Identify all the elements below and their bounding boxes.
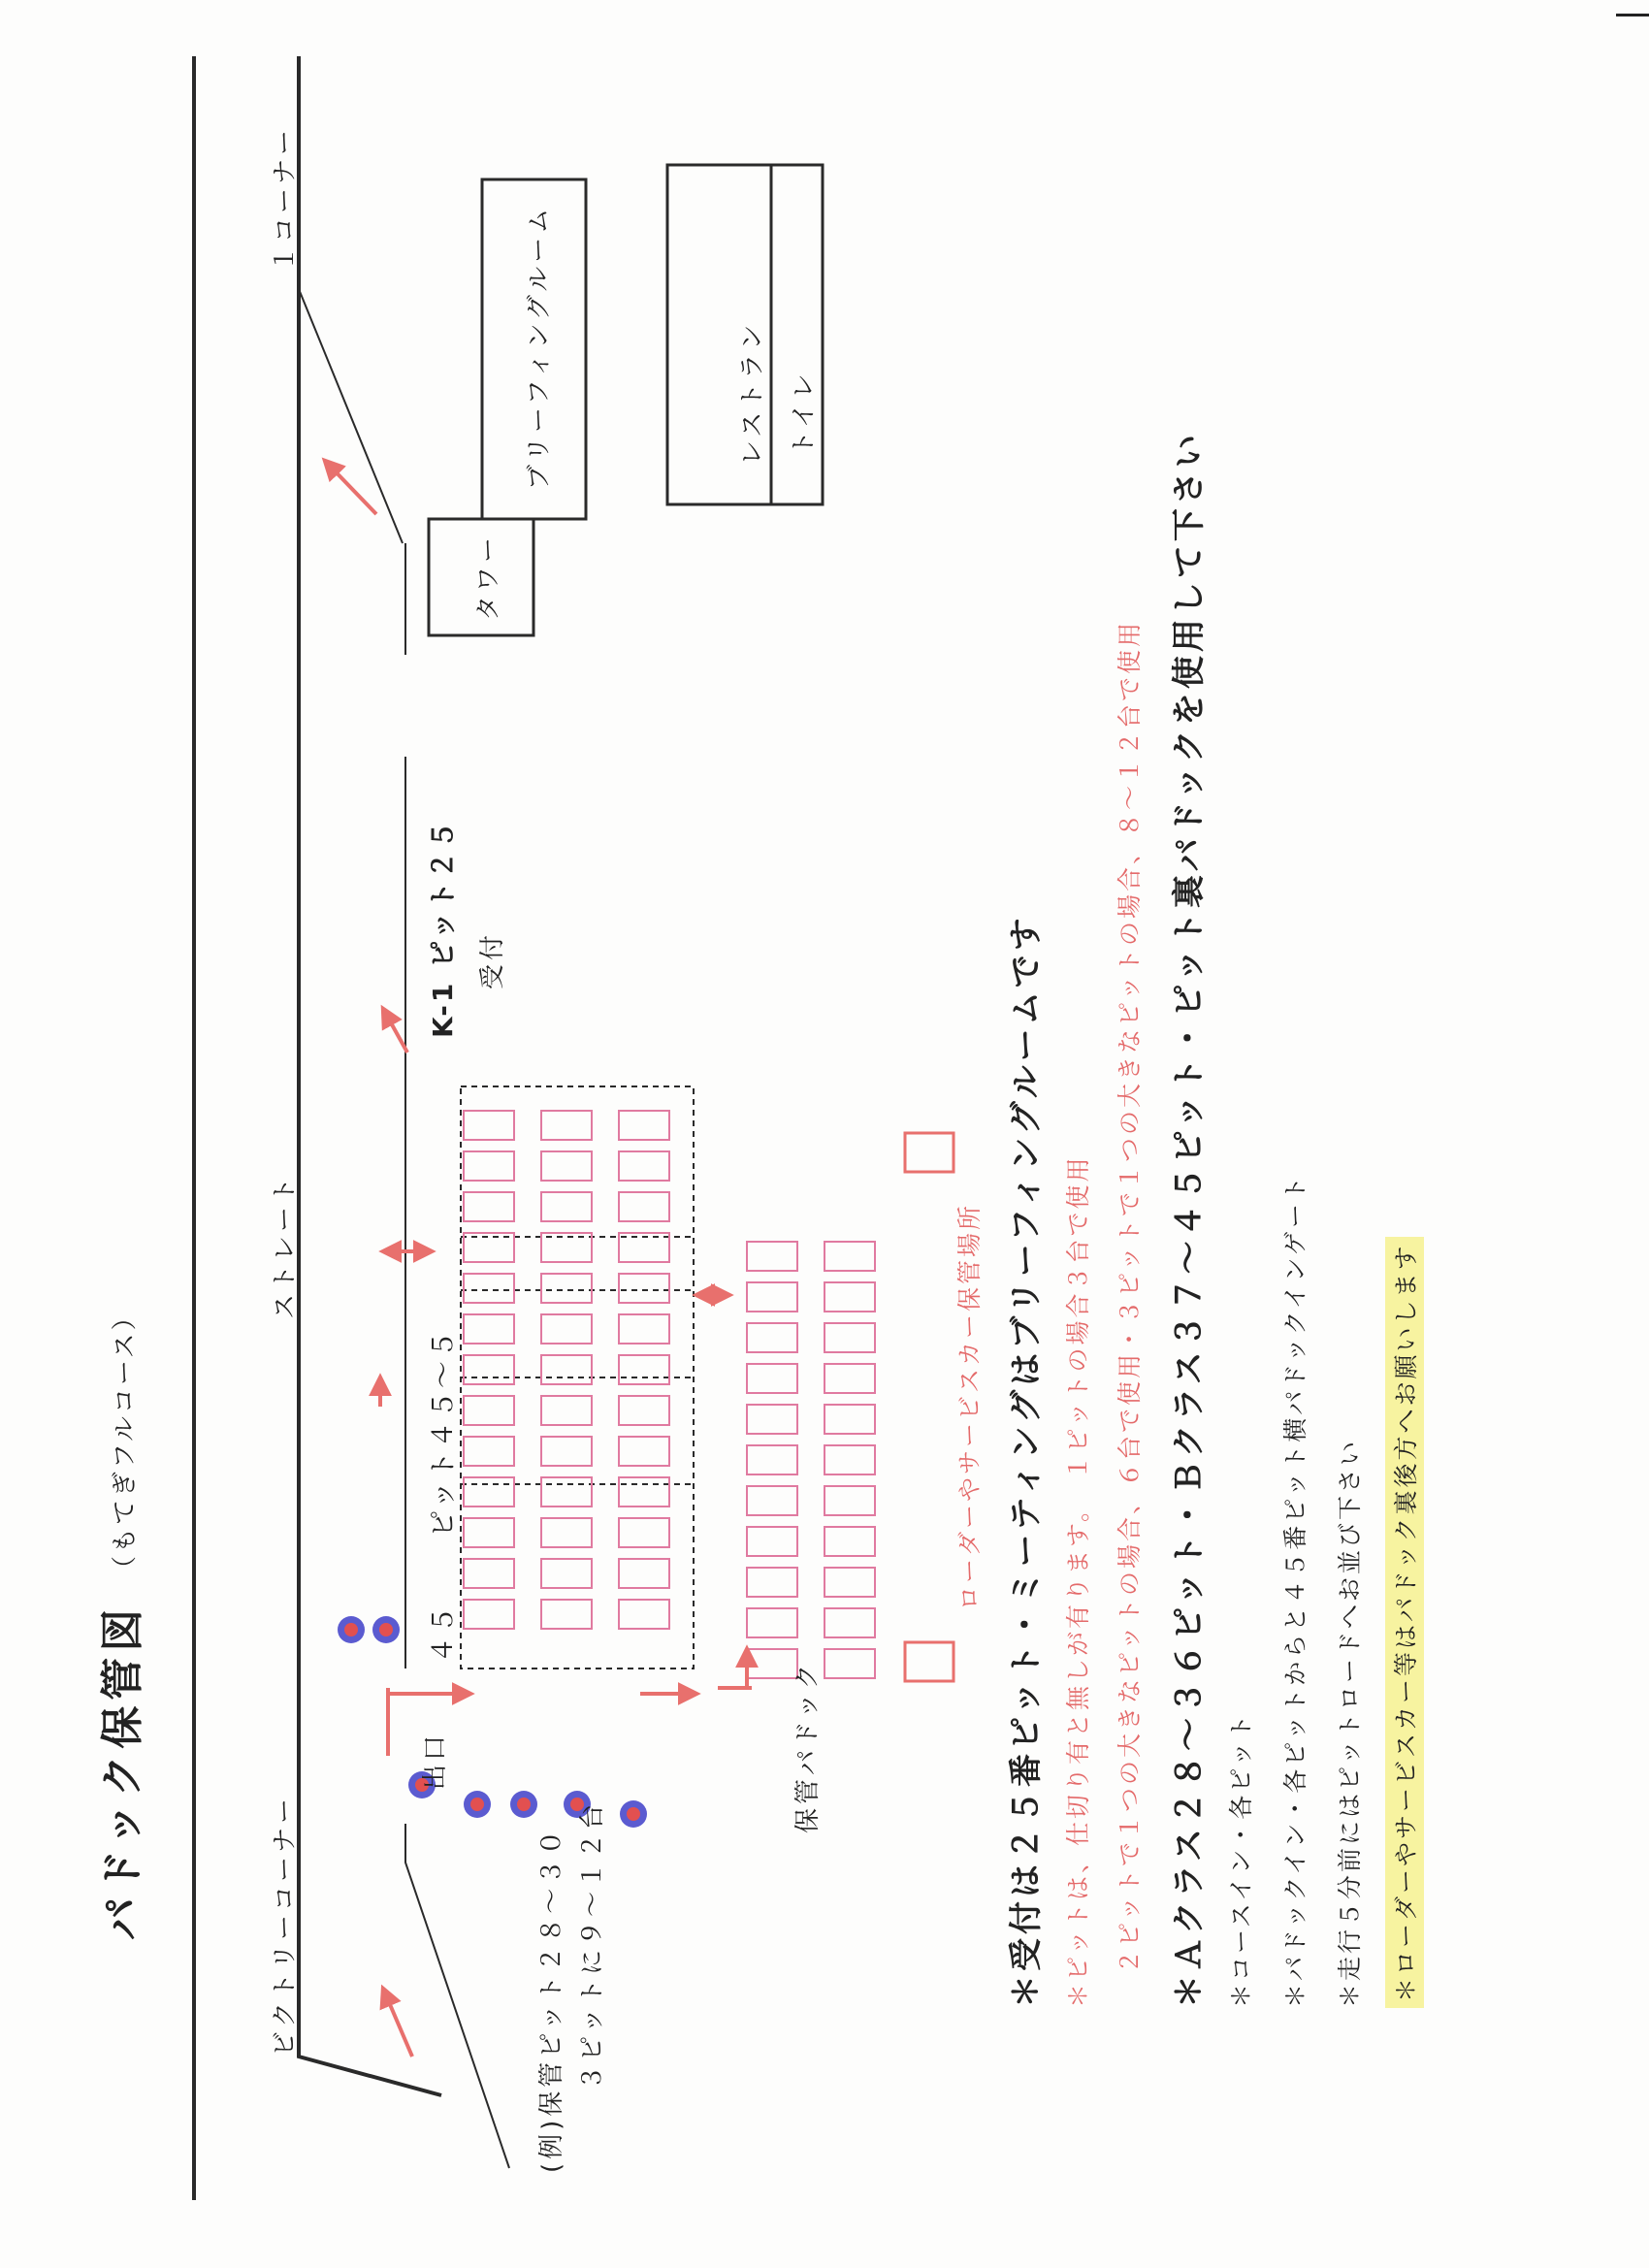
pit-slot <box>541 1192 592 1221</box>
loader-storage-markers <box>905 1133 954 1681</box>
pit-slot <box>464 1518 514 1547</box>
label-pit-45-5: ピット４５～５ <box>427 1328 459 1538</box>
label-pit-45: ４５ <box>427 1603 459 1664</box>
pit-slot <box>824 1242 875 1271</box>
pit-slot <box>747 1527 797 1556</box>
pit-slot <box>619 1518 669 1547</box>
pit-slot <box>747 1405 797 1434</box>
pit-slot <box>619 1111 669 1140</box>
pit-slot <box>824 1364 875 1393</box>
label-toilet: トイレ <box>790 370 819 456</box>
loader-marker-bottom <box>905 1642 954 1681</box>
stored-car-dot-center <box>470 1798 484 1811</box>
loader-marker-top <box>905 1133 954 1172</box>
label-exit: 出口 <box>421 1731 450 1790</box>
stored-car-dot-center <box>627 1807 640 1821</box>
arrow-first-corner <box>325 461 376 514</box>
pit-slot <box>464 1437 514 1466</box>
pit-slot <box>541 1396 592 1425</box>
note-paddock-in: ＊パドックイン・各ピットからと４５番ピット横パドックインゲート <box>1281 1173 1310 2008</box>
pit-slot <box>541 1518 592 1547</box>
pit-slot <box>747 1364 797 1393</box>
pit-slot <box>619 1600 669 1629</box>
pit-slot <box>619 1396 669 1425</box>
pit-slot <box>619 1437 669 1466</box>
pit-slot <box>541 1355 592 1384</box>
pit-slot <box>824 1568 875 1597</box>
pit-slot <box>824 1486 875 1515</box>
pit-slot <box>464 1274 514 1303</box>
stored-car-dots <box>338 1616 647 1828</box>
pit-slot <box>824 1649 875 1678</box>
arrow-victory <box>383 1989 412 2057</box>
pit-slot <box>619 1192 669 1221</box>
pit-slot <box>464 1192 514 1221</box>
pit-slot <box>747 1282 797 1312</box>
pit-slot <box>464 1151 514 1181</box>
flow-arrows <box>325 461 752 2057</box>
stored-car-dot-center <box>344 1623 358 1636</box>
note-pits: ＊ピットは、仕切り有と無しが有ります。 １ピットの場合３台で使用 <box>1064 1154 1092 2008</box>
pit-slot <box>464 1477 514 1507</box>
page-title: パドック保管図 <box>98 1603 147 1940</box>
label-restaurant: レストラン <box>738 320 767 466</box>
pit-slot <box>747 1608 797 1637</box>
pit-slot <box>464 1396 514 1425</box>
pit-slot <box>464 1355 514 1384</box>
track-lines <box>194 56 441 2200</box>
pit-slot <box>824 1445 875 1474</box>
stored-car-dot-center <box>517 1798 531 1811</box>
stored-car-dot-center <box>379 1623 393 1636</box>
victory-entry <box>405 1824 509 2168</box>
label-tower: タワー <box>474 533 503 621</box>
pit-slot <box>619 1274 669 1303</box>
pit-slot <box>747 1242 797 1271</box>
label-victory-corner: ビクトリーコーナー <box>271 1794 300 2057</box>
pit-slot <box>541 1477 592 1507</box>
page-subtitle: （もてぎフルコース） <box>111 1302 140 1581</box>
note-course-in: ＊コースイン・各ピット <box>1227 1711 1255 2008</box>
pit-slot <box>541 1600 592 1629</box>
label-example-1: (例)保管ピット２８～３０ <box>537 1826 566 2173</box>
pit-slot <box>464 1314 514 1344</box>
pit-slot <box>541 1151 592 1181</box>
paddock-blocks <box>461 1086 694 1669</box>
label-briefing-room: ブリーフィングルーム <box>525 204 554 490</box>
pit-slot <box>619 1559 669 1588</box>
label-straight: ストレート <box>271 1173 300 1319</box>
pit-slot <box>464 1559 514 1588</box>
pit-slot <box>464 1111 514 1140</box>
pit-slot <box>541 1274 592 1303</box>
pit-slot <box>824 1323 875 1352</box>
label-first-corner: １コーナー <box>271 125 300 272</box>
pit-slot <box>541 1559 592 1588</box>
page-corner-mark <box>1616 14 1649 16</box>
pit-slot <box>619 1355 669 1384</box>
pit-slot <box>747 1486 797 1515</box>
label-storage-paddock: 保管パドック <box>793 1660 823 1833</box>
pit-slot <box>541 1314 592 1344</box>
pit-slot <box>464 1600 514 1629</box>
label-reception: 受付 <box>478 930 507 989</box>
pit-slot <box>824 1282 875 1312</box>
note-pit-road: ＊走行５分前にはピットロードへお並び下さい <box>1336 1438 1364 2008</box>
pit-slot <box>619 1314 669 1344</box>
pit-slot <box>541 1437 592 1466</box>
pit-slot <box>824 1608 875 1637</box>
label-k1-pit: K-1 ピット２５ <box>427 819 459 1038</box>
pit-slot <box>747 1568 797 1597</box>
arrow-k1 <box>383 1009 407 1053</box>
pit-slot <box>619 1151 669 1181</box>
label-loader-storage: ローダーやサービスカー保管場所 <box>955 1202 984 1610</box>
note-classes: ＊Ａクラス２８～３６ピット・Ｂクラス３７～４５ピット・ピット裏パドックを使用して下さい <box>1170 431 1209 2008</box>
corner-entry <box>299 289 403 543</box>
label-example-2: ３ピットに９～１２台 <box>578 1800 607 2090</box>
pit-slot <box>747 1445 797 1474</box>
note-loaders: ＊ローダーやサービスカー等はパドック裏後方へお願いします <box>1385 1237 1424 2008</box>
pit-slot <box>619 1477 669 1507</box>
pit-slot <box>541 1111 592 1140</box>
pit-slot <box>824 1527 875 1556</box>
note-reception: ＊受付は２５番ピット・ミーティングはブリーフィングルームです <box>1007 914 1046 2008</box>
pit-slot <box>824 1405 875 1434</box>
pit-slot <box>747 1323 797 1352</box>
pit-slots <box>464 1111 875 1678</box>
note-pits-detail: ２ピットで１つの大きなピットの場合、６台で使用・３ピットで１つの大きなピットの場合、８～１２台で使用 <box>1116 619 1144 1974</box>
